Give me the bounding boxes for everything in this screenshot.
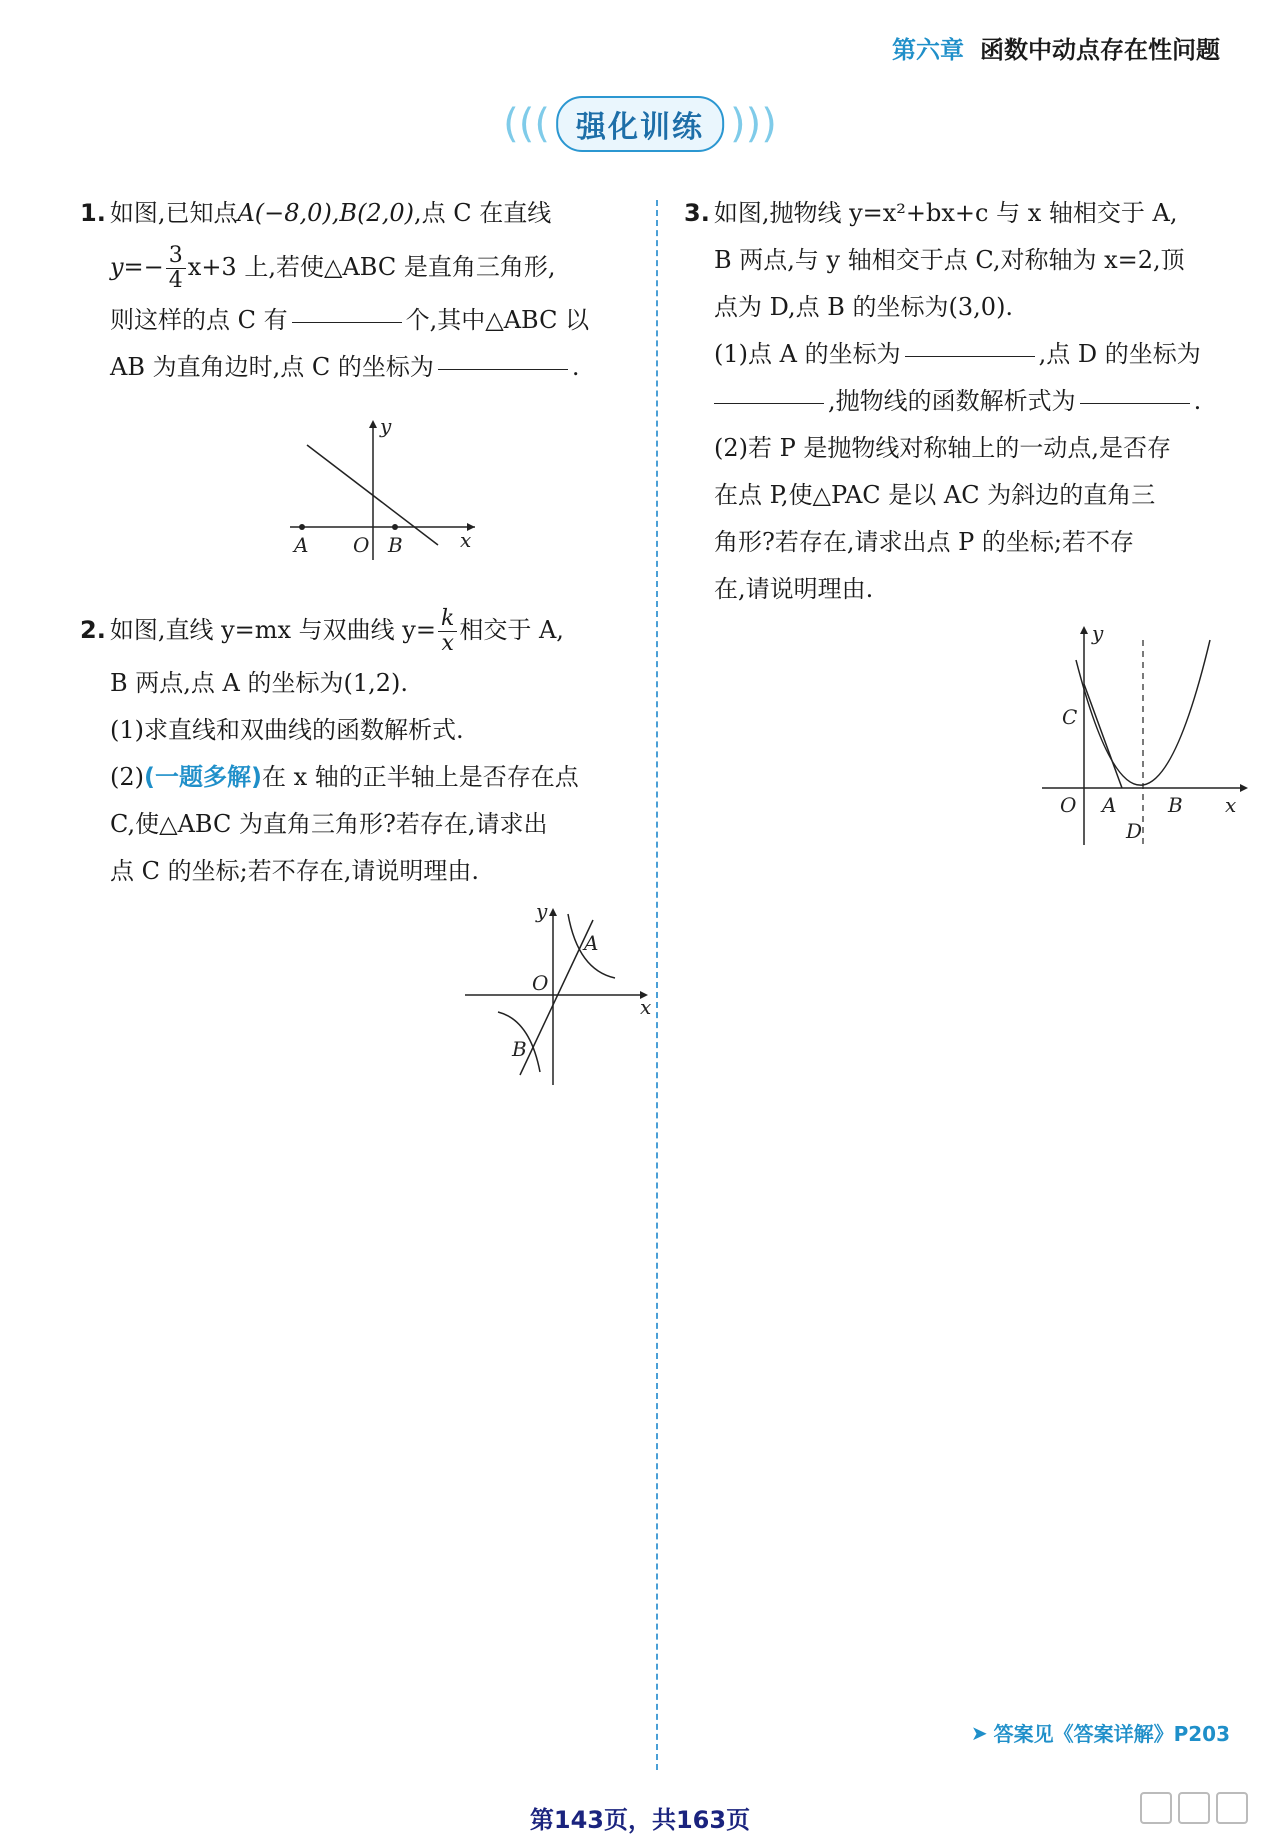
q2-part1: (1)求直线和双曲线的函数解析式.: [110, 716, 464, 744]
point-a: [299, 524, 305, 530]
label-b: B: [512, 1037, 527, 1061]
q3-part1a: (1)点 A 的坐标为: [714, 340, 901, 368]
q3-line2: B 两点,与 y 轴相交于点 C,对称轴为 x=2,顶: [714, 246, 1185, 274]
page-header: [892, 30, 1220, 65]
q2-part2-line3: 点 C 的坐标;若不存在,请说明理由.: [110, 857, 479, 885]
answer-blank[interactable]: [292, 321, 402, 323]
label-x: x: [460, 528, 472, 552]
q1-eq-suffix: x+3 上,若使△ABC 是直角三角形,: [187, 253, 556, 281]
q1-line4-end: .: [571, 353, 580, 381]
q1-line1b: A(−8,0),B(2,0): [237, 199, 414, 227]
q1-eq-prefix: y=−: [110, 253, 164, 281]
q2-fraction: [438, 607, 457, 656]
point-b: [392, 524, 398, 530]
q3-line3: 点为 D,点 B 的坐标为(3,0).: [714, 293, 1014, 321]
q3-part2-line1: (2)若 P 是抛物线对称轴上的一动点,是否存: [714, 434, 1172, 462]
frac-denominator: 4: [168, 268, 183, 293]
segment-ca: [1084, 684, 1122, 788]
label-o: O: [353, 533, 370, 557]
question-3: [684, 190, 1244, 613]
label-y: y: [380, 415, 392, 438]
answer-blank[interactable]: [1080, 402, 1190, 404]
y-axis-arrow-icon: [369, 420, 377, 428]
page-number-footer: 第143页，共163页: [529, 1806, 751, 1834]
watermark-box-icon: [1178, 1792, 1210, 1824]
watermark: [1140, 1792, 1248, 1824]
chapter-label: 第六章: [892, 36, 964, 64]
q3-part1-end: .: [1193, 387, 1202, 415]
q1-line3b: 个,其中△ABC 以: [405, 306, 590, 334]
label-o: O: [532, 971, 549, 995]
q1-line1c: ,点 C 在直线: [413, 199, 552, 227]
frac-numerator: k: [438, 607, 457, 632]
banner-right-arcs-icon: ))): [730, 101, 777, 147]
q3-line1: 如图,抛物线 y=x²+bx+c 与 x 轴相交于 A,: [713, 199, 1178, 227]
label-y: y: [536, 900, 548, 923]
label-d: D: [1126, 819, 1143, 843]
question-2: [80, 600, 640, 895]
q2-part2-line1: 在 x 轴的正半轴上是否存在点: [261, 763, 579, 791]
q1-fraction: [166, 244, 186, 293]
q1-line4: AB 为直角边时,点 C 的坐标为: [110, 353, 434, 381]
question-number: 3.: [684, 199, 710, 227]
q1-line3a: 则这样的点 C 有: [110, 306, 288, 334]
q3-figure: [1040, 620, 1250, 850]
answer-blank[interactable]: [714, 402, 824, 404]
left-column-lower: [80, 600, 640, 895]
answer-reference[interactable]: [971, 1718, 1230, 1747]
label-x: x: [1225, 793, 1237, 817]
y-axis-arrow-icon: [549, 908, 557, 916]
answer-blank[interactable]: [905, 355, 1035, 357]
q3-part2-line4: 在,请说明理由.: [714, 575, 874, 603]
label-a: A: [584, 931, 599, 955]
label-b: B: [1168, 793, 1183, 817]
frac-denominator: x: [441, 631, 454, 656]
label-b: B: [388, 533, 403, 557]
q3-part1b: ,点 D 的坐标为: [1038, 340, 1201, 368]
section-banner: [503, 96, 777, 152]
question-number: 1.: [80, 199, 106, 227]
q2-part2-line2: C,使△ABC 为直角三角形?若存在,请求出: [110, 810, 548, 838]
q3-part2-line3: 角形?若存在,请求出点 P 的坐标;若不存: [714, 528, 1134, 556]
multi-solution-tag: (一题多解): [144, 763, 262, 791]
banner-title: 强化训练: [556, 96, 724, 152]
q2-figure: [460, 900, 660, 1090]
answer-reference-text: 答案见《答案详解》P203: [993, 1722, 1230, 1746]
label-a: A: [1102, 793, 1117, 817]
question-1: [80, 190, 640, 391]
label-y: y: [1092, 621, 1104, 645]
q1-figure: [280, 415, 500, 565]
chapter-topic: 函数中动点存在性问题: [980, 36, 1220, 64]
label-x: x: [640, 995, 652, 1019]
q2-line1a: 如图,直线 y=mx 与双曲线 y=: [109, 616, 436, 644]
right-column: [684, 190, 1244, 613]
chevron-right-icon: ➤: [970, 1720, 988, 1745]
q2-line2: B 两点,点 A 的坐标为(1,2).: [110, 669, 409, 697]
banner-left-arcs-icon: (((: [503, 101, 550, 147]
y-axis-arrow-icon: [1080, 626, 1088, 634]
q2-line1b: 相交于 A,: [459, 616, 564, 644]
frac-numerator: 3: [166, 244, 186, 269]
left-column: [80, 190, 640, 391]
label-o: O: [1060, 793, 1077, 817]
watermark-box-icon: [1216, 1792, 1248, 1824]
line-y-mx: [520, 920, 593, 1075]
q1-line1a: 如图,已知点: [109, 199, 238, 227]
x-axis-arrow-icon: [1240, 784, 1248, 792]
label-c: C: [1062, 705, 1078, 729]
label-a: A: [294, 533, 309, 557]
watermark-box-icon: [1140, 1792, 1172, 1824]
q3-part1c: ,抛物线的函数解析式为: [828, 387, 1076, 415]
q2-part2-label: (2): [110, 763, 144, 791]
question-number: 2.: [80, 616, 106, 644]
q3-part2-line2: 在点 P,使△PAC 是以 AC 为斜边的直角三: [714, 481, 1156, 509]
answer-blank[interactable]: [438, 368, 568, 370]
